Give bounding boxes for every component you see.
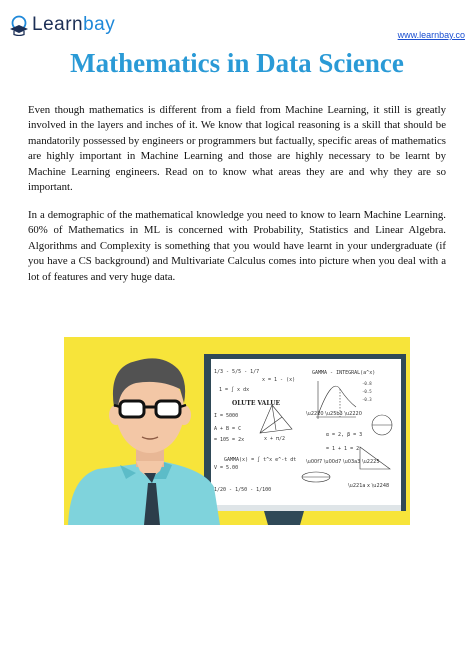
- learnbay-logo-icon: [8, 14, 30, 36]
- svg-text:1 = ∫ x dx: 1 = ∫ x dx: [219, 387, 250, 393]
- svg-text:-0.5: -0.5: [362, 389, 372, 394]
- paragraph-demographic: In a demographic of the mathematical knowledge you need to know to learn Machine Learning. 60% of Mathematics in ML is concerned with Probability, Statistics and Linear Algebra. Algorithms and Complexity is something that you would have learnt in your undergraduate (if you have a CS background) and Multivariate Calculus comes into picture when you deal with a lot of features and very huge data.: [28, 209, 446, 283]
- logo-text: Learnbay: [32, 14, 116, 35]
- data-scientist-illustration: [64, 337, 410, 525]
- svg-text:\u2220 \u25b3 \u2220: \u2220 \u25b3 \u2220: [306, 411, 362, 417]
- monitor-stand: [264, 511, 304, 525]
- page-header: [0, 0, 474, 48]
- svg-text:A + B = C: A + B = C: [214, 426, 242, 432]
- svg-text:I = 5000: I = 5000: [214, 413, 239, 419]
- svg-text:x = 1 - (x): x = 1 - (x): [262, 377, 296, 383]
- learnbay-logo[interactable]: [8, 14, 115, 36]
- svg-text:-0.8: -0.8: [362, 381, 372, 386]
- svg-text:-0.3: -0.3: [362, 397, 372, 402]
- svg-text:GAMMA(x) = ∫ t^x e^-t dt: GAMMA(x) = ∫ t^x e^-t dt: [224, 457, 297, 463]
- svg-text:1/3 - 5/5 - 1/7: 1/3 - 5/5 - 1/7: [214, 369, 260, 375]
- paragraph-intro: Even though mathematics is different from a field from Machine Learning, it still is greatly involved in the layers and inches of it. We know that logical reasoning is a skill that should be mandatorily possessed by engineers or programmers but factually, specific areas of mathematics are highly important in Machine Learning and those are highly necessary to be learnt by Machine Learning engineers. Read on to know what areas they are and why they are so important.: [28, 104, 446, 194]
- svg-text:OLUTE VALUE: OLUTE VALUE: [232, 400, 281, 407]
- svg-text:GAMMA - INTEGRAL(a^x): GAMMA - INTEGRAL(a^x): [312, 370, 376, 376]
- svg-text:\u00f7 \u00d7 \u03a3 \u2225: \u00f7 \u00d7 \u03a3 \u2225: [306, 459, 380, 465]
- svg-text:α = 2, β = 3: α = 2, β = 3: [326, 432, 363, 438]
- website-link[interactable]: www.learnbay.co: [397, 30, 465, 40]
- svg-text:x + π/2: x + π/2: [264, 436, 286, 442]
- svg-text:= 105 = 2x: = 105 = 2x: [214, 437, 245, 443]
- svg-text:1/20 - 1/50 - 1/100: 1/20 - 1/50 - 1/100: [214, 487, 272, 493]
- svg-text:= 1 + 1 = 2: = 1 + 1 = 2: [326, 446, 360, 452]
- svg-text:\u221a x \u2248: \u221a x \u2248: [348, 483, 390, 489]
- page-title: Mathematics in Data Science: [70, 48, 404, 78]
- svg-text:V = 5.00: V = 5.00: [214, 465, 239, 471]
